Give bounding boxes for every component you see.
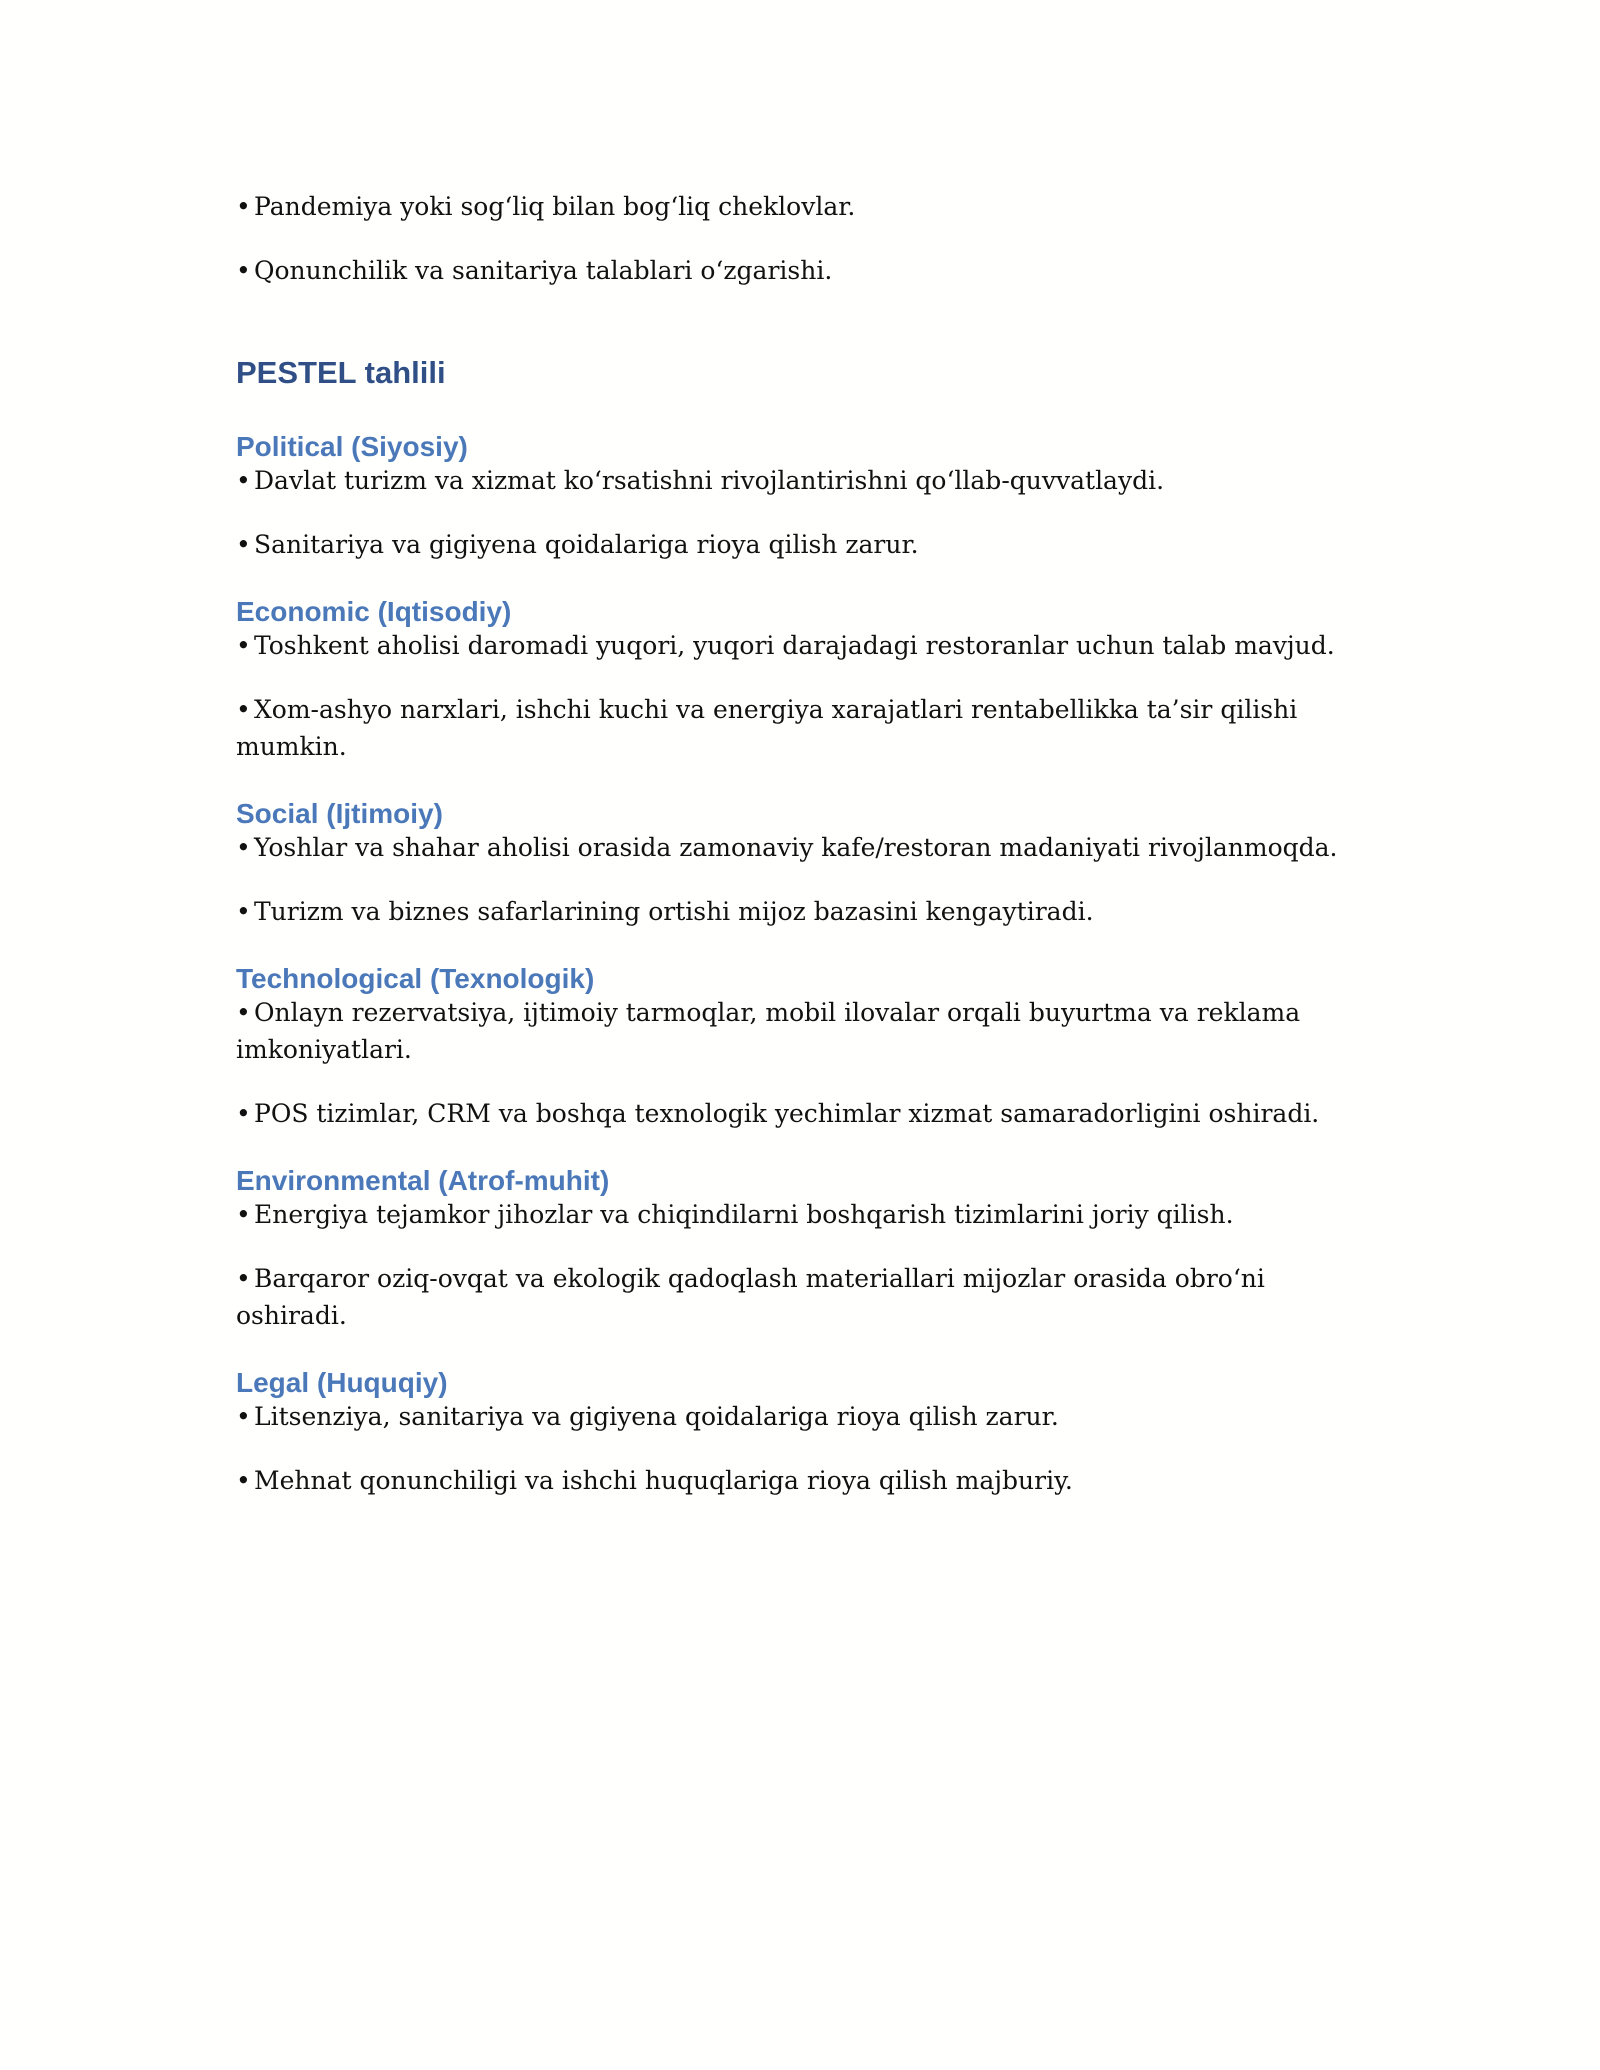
list-item: [236, 627, 1366, 664]
section-heading-pestel: PESTEL tahlili: [236, 355, 446, 390]
list-item: [236, 188, 1366, 225]
bullet-icon: •: [236, 466, 251, 495]
bullet-icon: •: [236, 833, 251, 862]
list-item: [236, 829, 1366, 866]
document-content: [236, 180, 1366, 1499]
list-item-text: Qonunchilik va sanitariya talablari o‘zgarishi.: [254, 256, 833, 285]
bullet-icon: •: [236, 1466, 251, 1495]
bullet-icon: •: [236, 1264, 251, 1293]
bullet-icon: •: [236, 631, 251, 660]
subheading-political: Political (Siyosiy): [236, 431, 468, 462]
list-item-text: POS tizimlar, CRM va boshqa texnologik yechimlar xizmat samaradorligini oshiradi.: [254, 1099, 1320, 1128]
subheading-technological: Technological (Texnologik): [236, 963, 595, 994]
bullet-icon: •: [236, 1099, 251, 1128]
list-item-text: Litsenziya, sanitariya va gigiyena qoidalariga rioya qilish zarur.: [254, 1402, 1059, 1431]
list-item-text: Toshkent aholisi daromadi yuqori, yuqori darajadagi restoranlar uchun talab mavjud.: [254, 631, 1335, 660]
list-item-text: Turizm va biznes safarlarining ortishi mijoz bazasini kengaytiradi.: [254, 897, 1094, 926]
bullet-icon: •: [236, 897, 251, 926]
list-item: [236, 994, 1316, 1068]
list-item-text: Yoshlar va shahar aholisi orasida zamonaviy kafe/restoran madaniyati rivojlanmoqda.: [254, 833, 1338, 862]
list-item: [236, 252, 1366, 289]
list-item: [236, 1260, 1366, 1334]
list-item: [236, 893, 1366, 930]
list-item-text: Barqaror oziq-ovqat va ekologik qadoqlash materiallari mijozlar orasida obro‘ni oshiradi.: [236, 1264, 1265, 1330]
list-item: [236, 1462, 1366, 1499]
list-item: [236, 526, 1366, 563]
list-item: [236, 462, 1366, 499]
bullet-icon: •: [236, 530, 251, 559]
list-item: [236, 1398, 1366, 1435]
list-item-text: Davlat turizm va xizmat ko‘rsatishni rivojlantirishni qo‘llab-quvvatlaydi.: [254, 466, 1165, 495]
subheading-legal: Legal (Huquqiy): [236, 1367, 448, 1398]
list-item-text: Sanitariya va gigiyena qoidalariga rioya qilish zarur.: [254, 530, 919, 559]
list-item: [236, 1196, 1366, 1233]
bullet-icon: •: [236, 998, 251, 1027]
list-item-text: Energiya tejamkor jihozlar va chiqindilarni boshqarish tizimlarini joriy qilish.: [254, 1200, 1234, 1229]
bullet-icon: •: [236, 1402, 251, 1431]
bullet-icon: •: [236, 695, 251, 724]
list-item-text: Onlayn rezervatsiya, ijtimoiy tarmoqlar, mobil ilovalar orqali buyurtma va reklama imkoniyatlari.: [236, 998, 1301, 1064]
list-item: [236, 691, 1366, 765]
bullet-icon: •: [236, 192, 251, 221]
list-item: [236, 1095, 1366, 1132]
list-item-text: Xom-ashyo narxlari, ishchi kuchi va energiya xarajatlari rentabellikka ta’sir qilishi mumkin.: [236, 695, 1298, 761]
subheading-environmental: Environmental (Atrof-muhit): [236, 1165, 610, 1196]
subheading-economic: Economic (Iqtisodiy): [236, 596, 512, 627]
subheading-social: Social (Ijtimoiy): [236, 798, 443, 829]
bullet-icon: •: [236, 1200, 251, 1229]
bullet-icon: •: [236, 256, 251, 285]
list-item-text: Pandemiya yoki sog‘liq bilan bog‘liq cheklovlar.: [254, 192, 856, 221]
list-item-text: Mehnat qonunchiligi va ishchi huquqlariga rioya qilish majburiy.: [254, 1466, 1073, 1495]
